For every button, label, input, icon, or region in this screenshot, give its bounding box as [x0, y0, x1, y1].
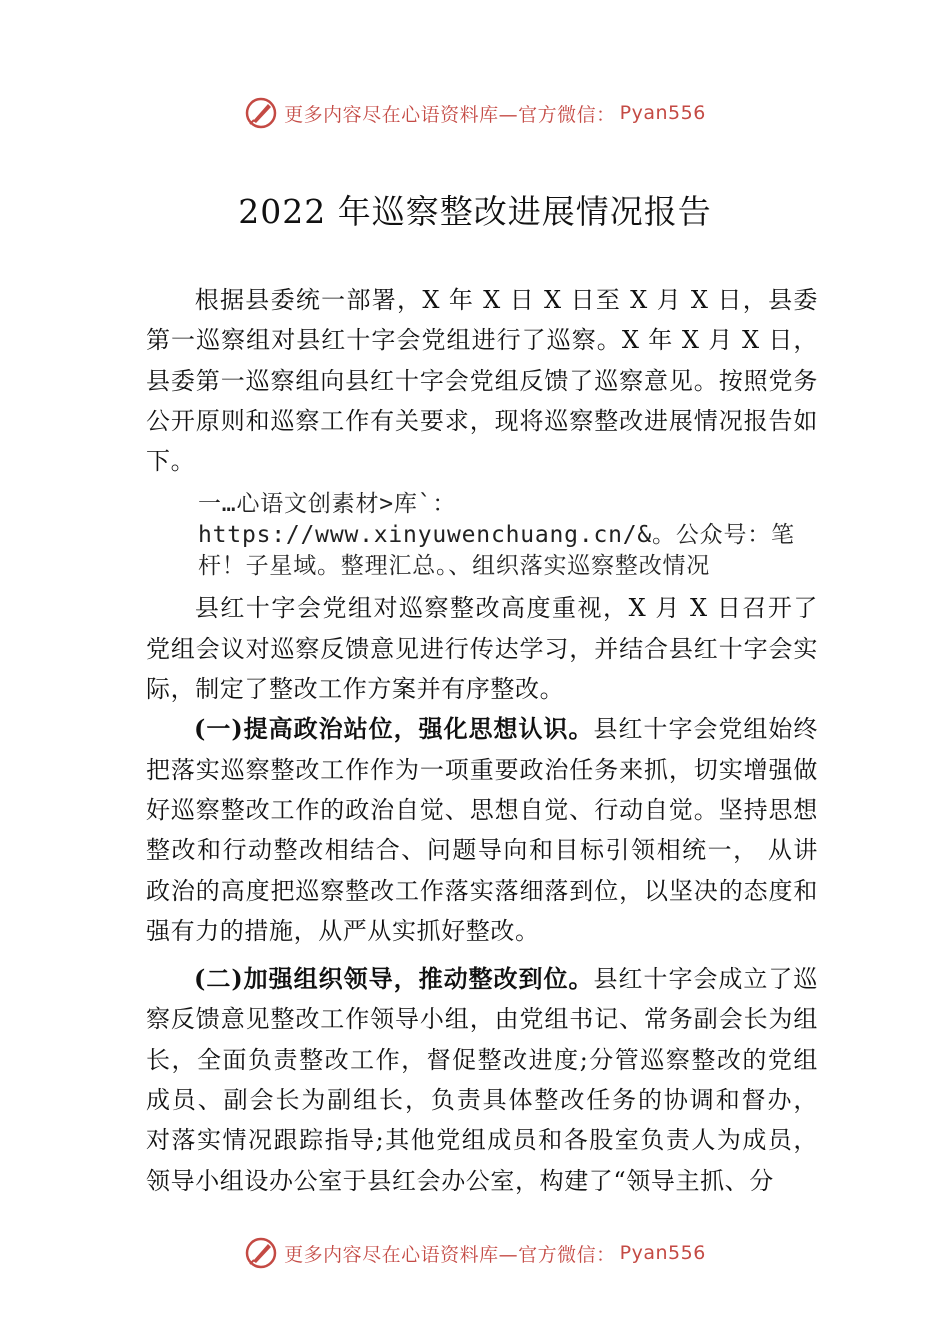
pen-logo-icon — [244, 96, 278, 130]
banner-text: 更多内容尽在心语资料库—官方微信： — [284, 1243, 616, 1266]
banner-handle: Pyan556 — [619, 1242, 706, 1264]
pen-logo-icon — [244, 1236, 278, 1270]
section-heading: (二)加强组织领导，推动整改到位。 — [194, 964, 594, 994]
footer-banner — [0, 1236, 950, 1270]
document-title: 2022 年巡察整改进展情况报告 — [238, 192, 712, 231]
banner-text: 更多内容尽在心语资料库—官方微信： — [284, 103, 616, 126]
inserted-note: 一…心语文创素材>库`：https://www.xinyuwenchuang.cn/&。公众号：笔杆！子星域。整理汇总。、组织落实巡察整改情况 — [198, 491, 795, 580]
banner-handle: Pyan556 — [619, 102, 706, 124]
header-banner — [0, 96, 950, 130]
paragraph-leadership: (二)加强组织领导，推动整改到位。县红十字会成立了巡察反馈意见整改工作领导小组，由党组书记、常务副会长为组长，全面负责整改工作，督促整改进度;分管巡察整改的党组成员、副会长为副组长，负责具体整改任务的协调和督办， 对落实情况跟踪指导;其他党组成员和各股室负责人为成员，领导小组设办公室于县红会办公室，构建了“领导主抓、分 — [146, 964, 818, 1195]
paragraph-intro: 根据县委统一部署，X 年 X 日 X 日至 X 月 X 日，县委第一巡察组对县红十字会党组进行了巡察。X 年 X 月 X 日，县委第一巡察组向县红十字会党组反馈了巡察意见。按照党务公开原则和巡察工作有关要求，现将巡察整改进展情况报告如下。 — [146, 286, 818, 476]
paragraph-political: (一)提高政治站位，强化思想认识。县红十字会党组始终把落实巡察整改工作作为一项重要政治任务来抓，切实增强做好巡察整改工作的政治自觉、思想自觉、行动自觉。坚持思想整改和行动整改相结合、问题导向和目标引领相统一， 从讲政治的高度把巡察整改工作落实落细落到位，以坚决的态度和强有力的措施，从严从实抓好整改。 — [146, 714, 818, 945]
document-body — [146, 280, 818, 1201]
paragraph-overview: 县红十字会党组对巡察整改高度重视，X 月 X 日召开了党组会议对巡察反馈意见进行传达学习，并结合县红十字会实际，制定了整改工作方案并有序整改。 — [146, 594, 818, 704]
section-heading: (一)提高政治站位，强化思想认识。 — [194, 714, 594, 744]
